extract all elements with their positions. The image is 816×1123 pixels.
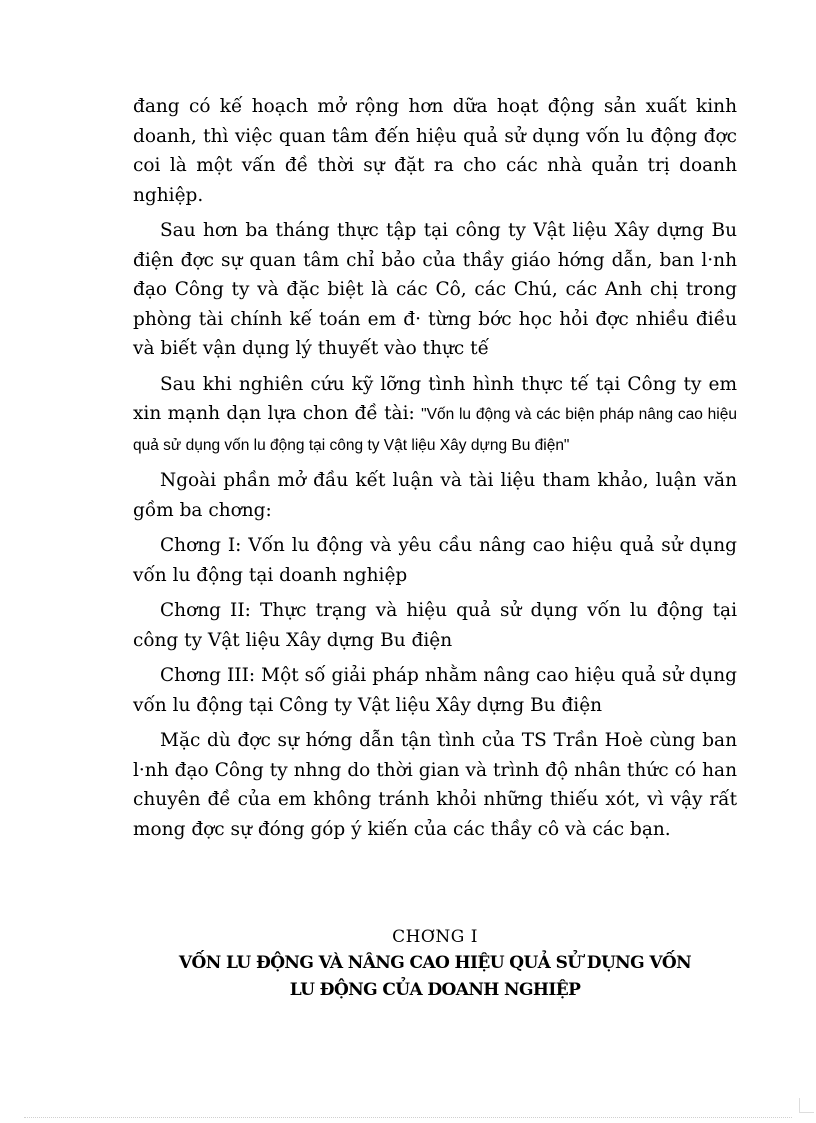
paragraph-topic [133,370,737,461]
paragraph-structure: Ngoài phần mở đầu kết luận và tài liệu tham khảo, luận văn gồm ba chơng: [133,470,737,521]
paragraph-intro-continuation: đang có kế hoạch mở rộng hơn dữa hoạt động sản xuất kinh doanh, thì việc quan tâm đến hiệu quả sử dụng vốn lu động đợc coi là một vấn đề thời sự đặt ra cho các nhà quản trị doanh nghiệp. [133,96,737,206]
chapter-label: CHƠNG I [392,927,478,947]
page-bottom-rule [24,1117,792,1118]
paragraph-internship: Sau hơn ba tháng thực tập tại công ty Vật liệu Xây dựng Bu điện đợc sự quan tâm chỉ bảo của thầy giáo hớng dẫn, ban l·nh đạo Công ty và đặc biệt là các Cô, các Chú, các Anh chị trong phòng tài chính kế toán em đ· từng bớc học hỏi đợc nhiều điều và biết vận dụng lý thuyết vào thực tế [133,220,737,359]
topic-title-text: "Vốn lu động và các biện pháp nâng cao hiệu quả sử dụng vốn lu động tại công ty Vật liệu Xây dựng Bu điện" [133,406,737,454]
paragraph-chapter-2: Chơng II: Thực trạng và hiệu quả sử dụng vốn lu động tại công ty Vật liệu Xây dựng Bu điện [133,600,737,651]
chapter-title-line-2: LU ĐỘNG CỦA DOANH NGHIỆP [289,980,581,1000]
paragraph-chapter-3: Chơng III: Một số giải pháp nhằm nâng cao hiệu quả sử dụng vốn lu động tại Công ty Vật liệu Xây dựng Bu điện [133,665,737,716]
chapter-heading [133,924,737,1004]
paragraph-acknowledgement: Mặc dù đợc sự hớng dẫn tận tình của TS Trần Hoè cùng ban l·nh đạo Công ty nhng do thời gian và trình độ nhân thức có han chuyên đề của em không tránh khỏi những thiếu xót, vì vậy rất mong đợc sự đóng góp ý kiến của các thầy cô và các bạn. [133,730,737,840]
topic-lead-text: Sau khi nghiên cứu kỹ lỡng tình hình thực tế tại Công ty em xin mạnh dạn lựa chon đề tài: [133,373,737,424]
body-text [133,92,737,850]
paragraph-chapter-1: Chơng I: Vốn lu động và yêu cầu nâng cao hiệu quả sử dụng vốn lu động tại doanh nghiệp [133,535,737,586]
chapter-title-line-1: VỐN LU ĐỘNG VÀ NÂNG CAO HIỆU QUẢ SỬ DỤNG VỐN [178,953,692,973]
page-corner-mark [799,1098,814,1113]
